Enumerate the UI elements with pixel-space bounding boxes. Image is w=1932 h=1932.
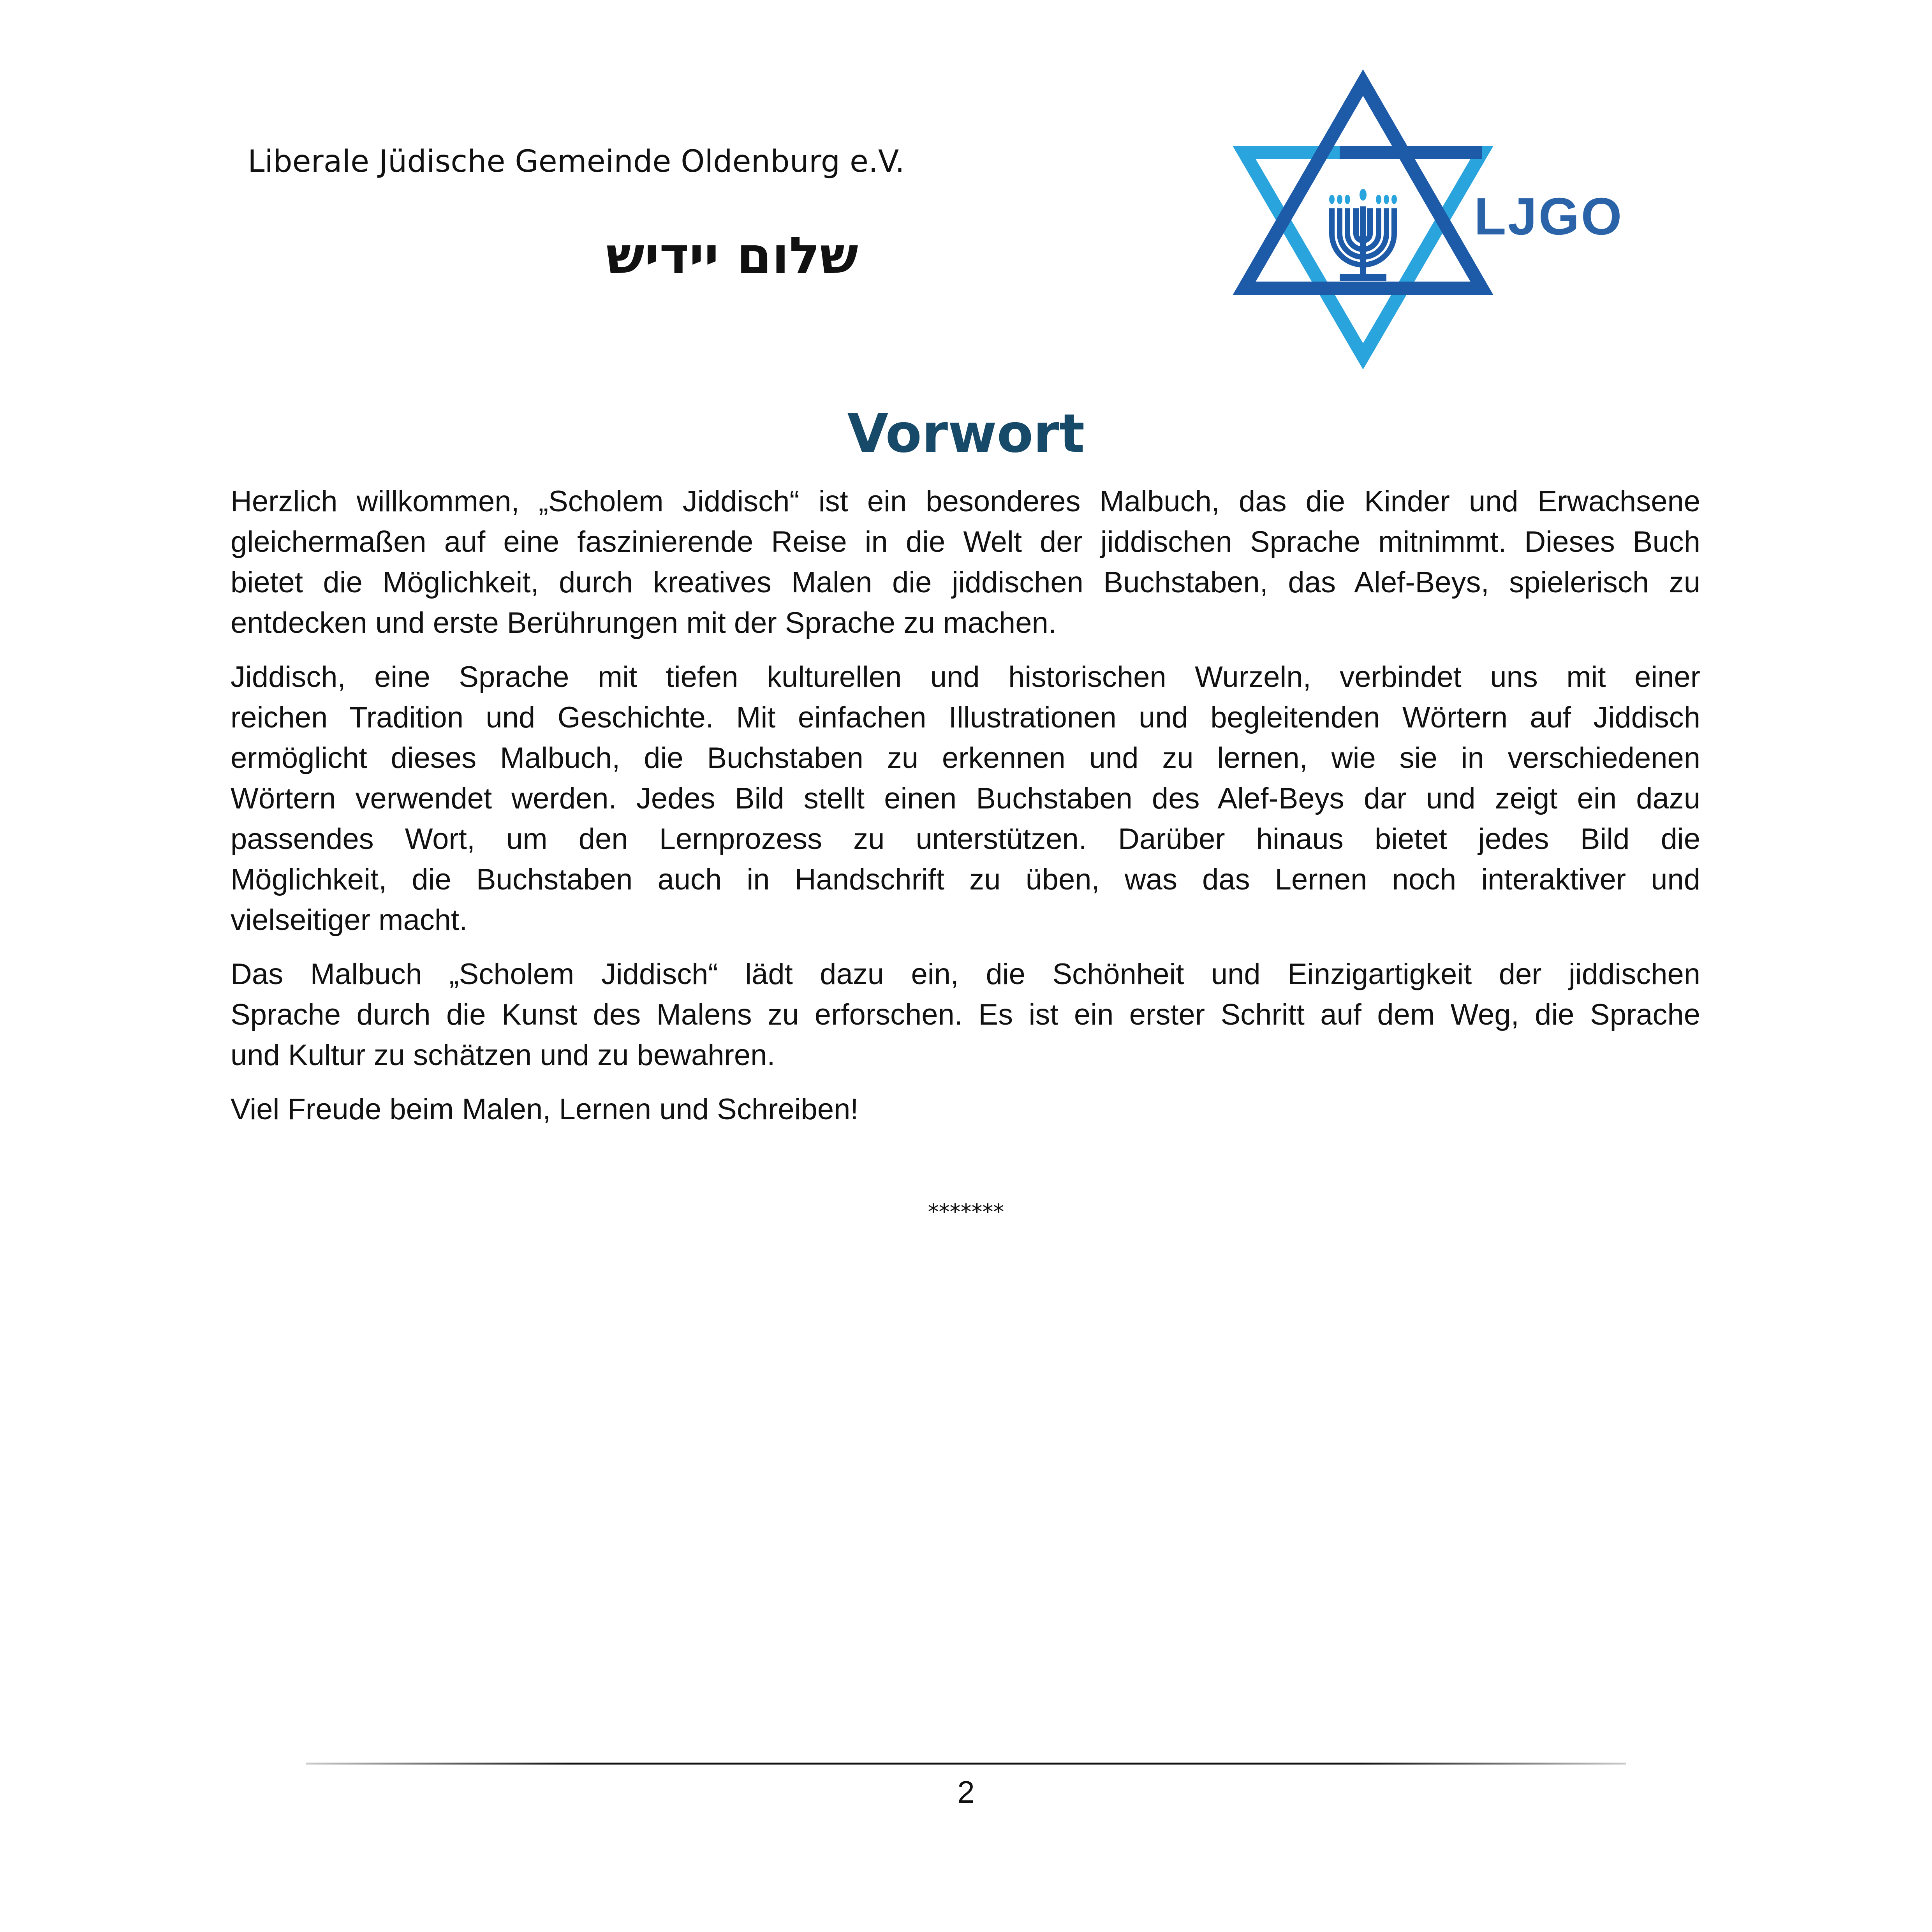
menorah-flames: [1329, 189, 1397, 204]
text-line: Möglichkeit, die Buchstaben auch in Handschrift zu üben, was das Lernen noch interaktiver und: [231, 863, 1700, 896]
text-line: passendes Wort, um den Lernprozess zu unterstützen. Darüber hinaus bietet jedes Bild die: [231, 822, 1700, 856]
paragraph-4: [231, 1089, 1700, 1130]
text-line: Viel Freude beim Malen, Lernen und Schreiben!: [231, 1093, 859, 1126]
section-separator: *******: [928, 1199, 1004, 1225]
text-line: reichen Tradition und Geschichte. Mit einfachen Illustrationen und begleitenden Wörtern auf Jiddisch: [231, 701, 1700, 734]
logo-text: LJGO: [1474, 187, 1624, 246]
footer-divider: [306, 1763, 1626, 1765]
text-line: Herzlich willkommen, „Scholem Jiddisch“ ist ein besonderes Malbuch, das die Kinder und Erwachsene: [231, 485, 1700, 518]
page-title: Vorwort: [847, 403, 1085, 465]
text-line: Jiddisch, eine Sprache mit tiefen kulturellen und historischen Wurzeln, verbindet uns mit einer: [231, 660, 1700, 694]
paragraph-3: [231, 954, 1700, 1076]
paragraph-1: [231, 481, 1700, 643]
text-line: entdecken und erste Berührungen mit der Sprache zu machen.: [231, 606, 1057, 639]
text-line: und Kultur zu schätzen und zu bewahren.: [231, 1039, 775, 1072]
text-line: bietet die Möglichkeit, durch kreatives Malen die jiddischen Buchstaben, das Alef-Beys, spielerisch zu: [231, 566, 1700, 599]
text-line: vielseitiger macht.: [231, 903, 468, 937]
menorah-icon: [1332, 206, 1394, 277]
text-line: ermöglicht dieses Malbuch, die Buchstaben zu erkennen und zu lernen, wie sie in verschiedenen: [231, 741, 1700, 775]
organization-name: Liberale Jüdische Gemeinde Oldenburg e.V.: [248, 144, 905, 179]
paragraph-2: [231, 657, 1700, 940]
text-line: gleichermaßen auf eine faszinierende Reise in die Welt der jiddischen Sprache mitnimmt. Dieses Buch: [231, 525, 1700, 558]
ljgo-logo: [0, 0, 1932, 389]
page-number: 2: [957, 1775, 975, 1809]
hebrew-title: שלום יידיש: [606, 226, 858, 285]
text-line: Wörtern verwendet werden. Jedes Bild stellt einen Buchstaben des Alef-Beys dar und zeigt ein dazu: [231, 782, 1700, 815]
text-line: Sprache durch die Kunst des Malens zu erforschen. Es ist ein erster Schritt auf dem Weg, die Sprache: [231, 998, 1700, 1031]
body-text: [231, 481, 1700, 1143]
text-line: Das Malbuch „Scholem Jiddisch“ lädt dazu ein, die Schönheit und Einzigartigkeit der jiddischen: [231, 958, 1700, 991]
